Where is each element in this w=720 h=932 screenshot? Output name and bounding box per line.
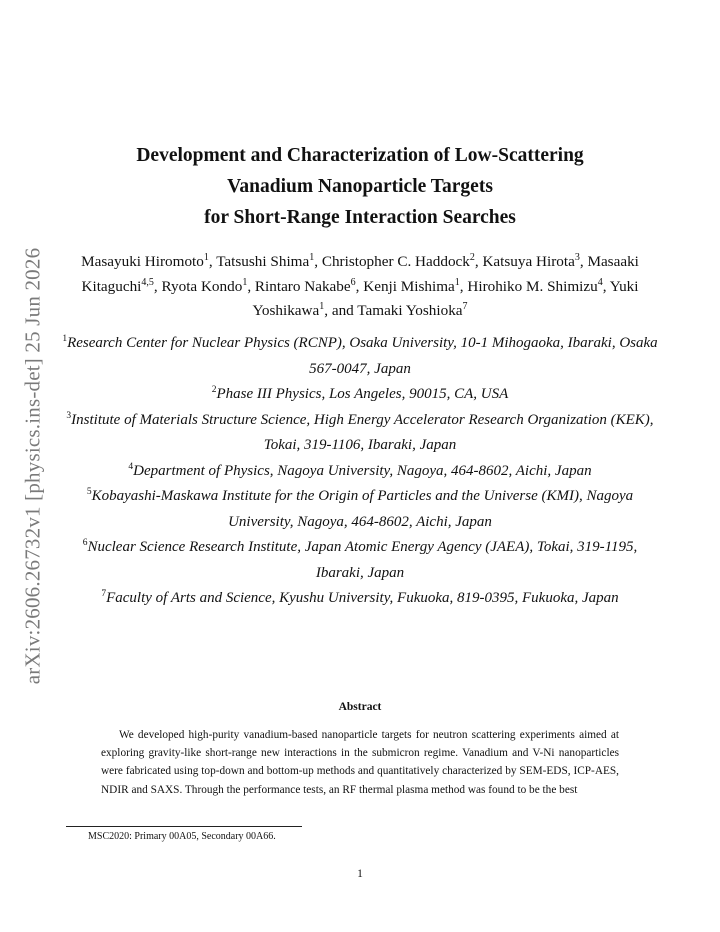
author-affiliation-mark: 1 xyxy=(242,276,248,288)
author-affiliation-mark: 1 xyxy=(319,300,325,312)
author-name: Masaaki Kitaguchi xyxy=(81,253,639,295)
page-number: 1 xyxy=(357,868,363,880)
author-affiliation-mark: 1 xyxy=(454,276,460,288)
affiliation-item xyxy=(62,535,658,586)
affiliation-number: 3 xyxy=(66,410,72,421)
author-separator: , xyxy=(602,277,610,295)
author-affiliation-mark: 4,5 xyxy=(141,276,154,288)
author-separator: , xyxy=(247,277,255,295)
author-separator: , and xyxy=(324,302,358,319)
affiliation-text: Kobayashi-Maskawa Institute for the Origin of Particles and the Universe (KMI), Nagoya University, Nagoya, 464-8602, Aichi, Japan xyxy=(91,488,634,530)
affiliation-number: 1 xyxy=(62,334,68,344)
affiliation-number: 6 xyxy=(82,538,88,548)
affiliation-item xyxy=(62,331,658,382)
author-name: Rintaro Nakabe xyxy=(254,277,351,295)
affiliation-number: 5 xyxy=(86,487,92,497)
author-separator: , xyxy=(355,277,364,295)
title-line: Development and Characterization of Low-Scattering xyxy=(136,145,584,166)
affiliation-item xyxy=(62,382,658,408)
author-list xyxy=(62,250,658,324)
affiliation-item xyxy=(62,484,658,535)
affiliation-item xyxy=(62,459,658,485)
abstract-heading: Abstract xyxy=(338,701,382,713)
affiliation-number: 7 xyxy=(101,589,107,599)
affiliation-text: Faculty of Arts and Science, Kyushu University, Fukuoka, 819-0395, Fukuoka, Japan xyxy=(106,590,619,606)
author-affiliation-mark: 4 xyxy=(597,276,603,288)
affiliation-text: Institute of Materials Structure Science, High Energy Accelerator Research Organization (KEK), Tokai, 319-1106, Ibaraki, Japan xyxy=(71,411,654,453)
affiliation-text: Phase III Physics, Los Angeles, 90015, CA, USA xyxy=(216,386,509,402)
author-affiliation-mark: 1 xyxy=(309,251,315,263)
author-name: Ryota Kondo xyxy=(161,277,243,295)
author-separator: , xyxy=(474,253,483,270)
author-name: Masayuki Hiromoto xyxy=(81,253,204,270)
title-line: for Short-Range Interaction Searches xyxy=(204,207,516,228)
author-name: Tatsushi Shima xyxy=(216,253,310,270)
author-affiliation-mark: 1 xyxy=(203,251,209,263)
author-name: Yuki Yoshikawa xyxy=(252,277,639,319)
author-name: Katsuya Hirota xyxy=(482,253,575,270)
author-separator: , xyxy=(459,277,468,295)
footnote-divider xyxy=(66,826,302,827)
author-affiliation-mark: 2 xyxy=(469,251,475,263)
affiliation-number: 4 xyxy=(128,461,134,472)
affiliation-text: Nuclear Science Research Institute, Japan Atomic Energy Agency (JAEA), Tokai, 319-1195, Ibaraki, Japan xyxy=(87,539,638,581)
author-affiliation-mark: 7 xyxy=(462,300,468,312)
author-separator: , xyxy=(579,253,588,270)
author-affiliation-mark: 3 xyxy=(574,251,580,263)
affiliation-item xyxy=(62,586,658,612)
paper-title xyxy=(70,140,650,233)
abstract-text: We developed high-purity vanadium-based nanoparticle targets for neutron scattering experiments aimed at exploring gravity-like short-range new interactions in the submicron regime. Vanadium and V-Ni nanoparticles were fabricated using top-down and bottom-up methods and quantitatively characterized by SEM-EDS, ICP-AES, NDIR and SAXS. Through the performance tests, an RF thermal plasma method was found to be the best xyxy=(101,729,619,796)
affiliation-item xyxy=(62,408,658,459)
affiliation-number: 2 xyxy=(211,385,217,395)
author-name: Kenji Mishima xyxy=(363,277,455,295)
author-separator: , xyxy=(208,253,217,270)
title-line: Vanadium Nanoparticle Targets xyxy=(227,176,493,197)
affiliation-list xyxy=(62,331,658,612)
author-affiliation-mark: 6 xyxy=(350,276,356,288)
author-separator: , xyxy=(314,253,322,270)
author-separator: , xyxy=(153,277,162,295)
arxiv-identifier-stamp: arXiv:2606.26732v1 [physics.ins-det] 25 Jun 2026 xyxy=(20,247,45,685)
author-name: Tamaki Yoshioka xyxy=(357,302,463,319)
affiliation-text: Department of Physics, Nagoya University, Nagoya, 464-8602, Aichi, Japan xyxy=(133,462,592,479)
author-name: Christopher C. Haddock xyxy=(321,253,470,270)
affiliation-text: Research Center for Nuclear Physics (RCNP), Osaka University, 10-1 Mihogaoka, Ibaraki, Osaka 567-0047, Japan xyxy=(67,335,658,377)
author-name: Hirohiko M. Shimizu xyxy=(467,277,598,295)
msc-footnote: MSC2020: Primary 00A05, Secondary 00A66. xyxy=(88,831,276,842)
